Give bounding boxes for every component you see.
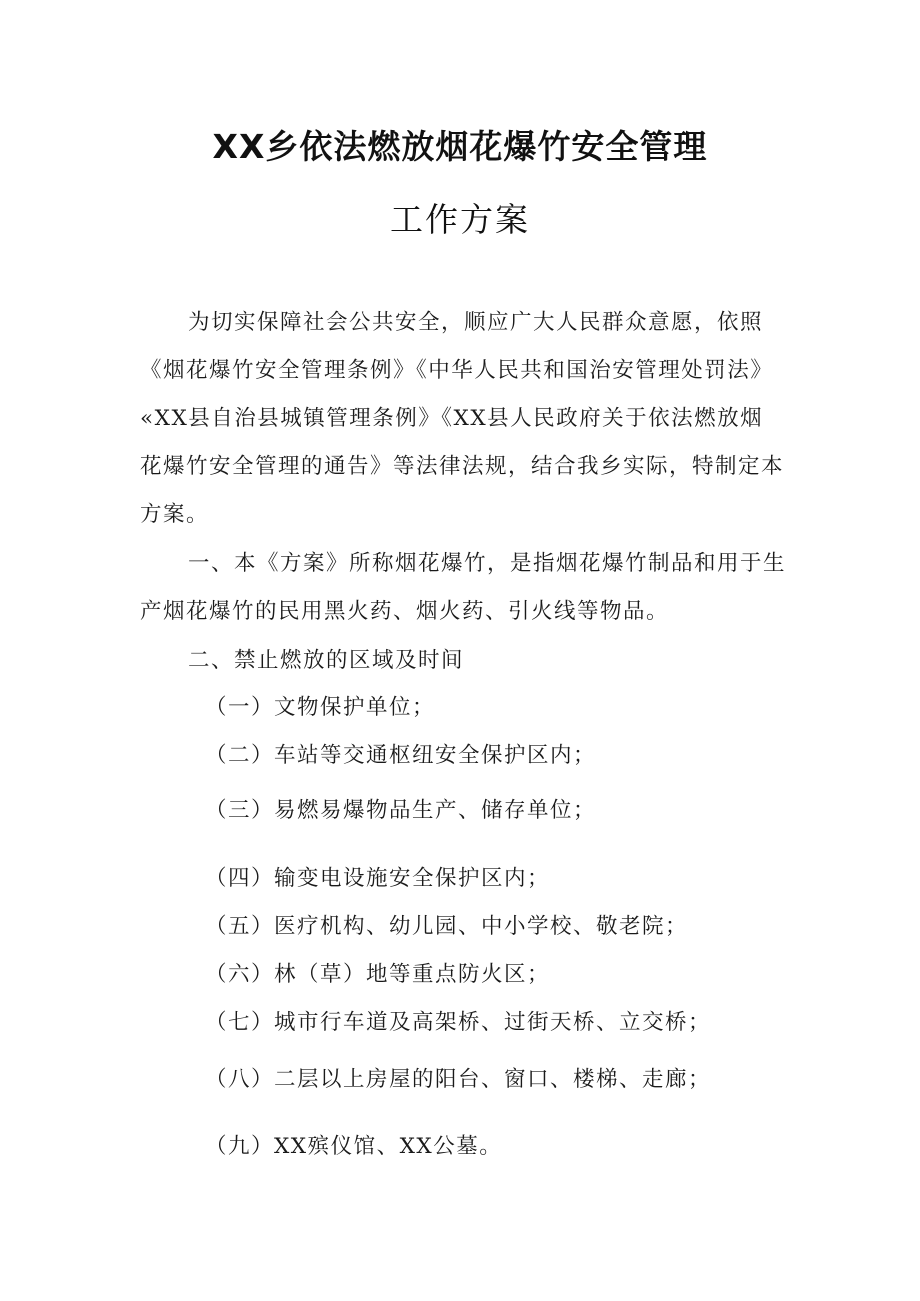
prohibited-area-item: （八）二层以上房屋的阳台、窗口、楼梯、走廊； [205, 1067, 712, 1092]
section1-paragraph-line: 产烟花爆竹的民用黑火药、烟火药、引火线等物品。 [140, 599, 670, 624]
intro-paragraph-line: 为切实保障社会公共安全，顺应广大人民群众意愿，依照 [188, 310, 764, 335]
prohibited-area-item: （九）XX殡仪馆、XX公墓。 [205, 1134, 503, 1159]
prohibited-area-item: （六）林（草）地等重点防火区； [205, 962, 551, 987]
prohibited-area-item: （一）文物保护单位； [205, 695, 436, 720]
prohibited-area-item: （七）城市行车道及高架桥、过街天桥、立交桥； [205, 1010, 712, 1035]
intro-paragraph-line: 《烟花爆竹安全管理条例》《中华人民共和国治安管理处罚法》 [140, 358, 774, 383]
prohibited-area-item: （二）车站等交通枢纽安全保护区内； [205, 743, 597, 768]
intro-paragraph-line: 方案。 [140, 502, 210, 527]
prohibited-area-item: （三）易燃易爆物品生产、储存单位； [205, 798, 597, 823]
intro-paragraph-line: «XX县自治县城镇管理条例》《XX县人民政府关于依法燃放烟 [140, 406, 764, 431]
prohibited-area-item: （四）输变电设施安全保护区内； [205, 866, 551, 891]
prohibited-area-item: （五）医疗机构、幼儿园、中小学校、敬老院； [205, 914, 689, 939]
document-title-line2: 工作方案 [390, 200, 530, 239]
section2-heading: 二、禁止燃放的区域及时间 [188, 648, 465, 673]
section1-paragraph-line: 一、本《方案》所称烟花爆竹，是指烟花爆竹制品和用于生 [188, 551, 787, 576]
document-title-line1: XX乡依法燃放烟花爆竹安全管理 [212, 127, 708, 166]
intro-paragraph-line: 花爆竹安全管理的通告》等法律法规，结合我乡实际，特制定本 [140, 454, 785, 479]
